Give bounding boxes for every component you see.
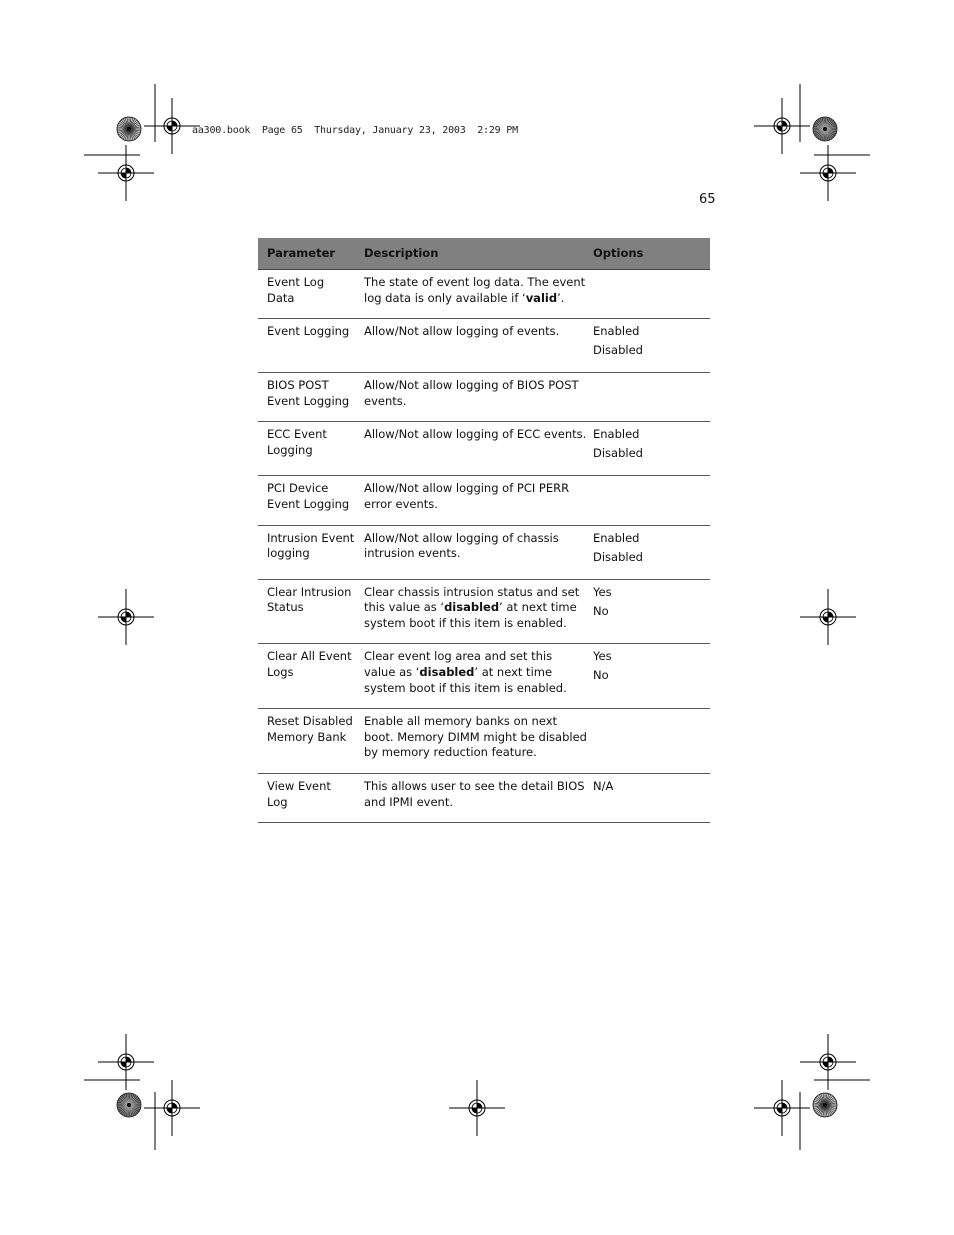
registration-crosshair-icon — [449, 1080, 505, 1136]
registration-crosshair-icon — [800, 1034, 856, 1090]
option-value: No — [593, 668, 609, 683]
parameter-cell: PCI Device Event Logging — [258, 476, 355, 525]
page-number: 65 — [699, 192, 716, 207]
table-row — [258, 709, 710, 774]
registration-crosshair-icon — [754, 1080, 810, 1136]
description-text: Allow/Not allow logging of BIOS POST events. — [364, 378, 579, 408]
description-text: Clear chassis intrusion status and set this value as ‘ — [364, 584, 580, 615]
description-emphasis: disabled — [419, 664, 475, 679]
registration-starburst-icon — [117, 117, 141, 141]
parameter-cell: Event Log Data — [258, 270, 355, 319]
option-value: Yes — [593, 584, 612, 599]
description-emphasis: valid — [525, 290, 558, 305]
table-row — [258, 422, 710, 476]
options-cell — [587, 773, 710, 822]
column-header-parameter: Parameter — [258, 238, 355, 270]
option-value: Disabled — [593, 549, 643, 564]
options-cell — [587, 709, 710, 774]
description-text: Allow/Not allow logging of ECC events. — [364, 427, 587, 442]
registration-crosshair-icon — [144, 1080, 200, 1136]
table-header-row — [258, 238, 710, 270]
option-value: Yes — [593, 649, 612, 664]
description-text: ’ at next time system boot if this item is enabled. — [364, 664, 567, 695]
options-cell — [587, 373, 710, 422]
parameter-table — [258, 238, 710, 823]
book-header-line: aa300.book Page 65 Thursday, January 23, 2003 2:29 PM — [192, 125, 518, 136]
table-row — [258, 476, 710, 525]
description-cell — [355, 579, 587, 644]
description-cell — [355, 476, 587, 525]
registration-crosshair-icon — [754, 98, 810, 154]
registration-starburst-icon — [813, 1093, 837, 1117]
registration-starburst-icon — [813, 117, 837, 141]
parameter-cell: View Event Log — [258, 773, 355, 822]
description-cell — [355, 319, 587, 373]
options-cell — [587, 270, 710, 319]
parameter-cell: Clear Intrusion Status — [258, 579, 355, 644]
description-text: ’ at next time system boot if this item is enabled. — [364, 600, 577, 630]
table-row — [258, 373, 710, 422]
registration-crosshair-icon — [98, 589, 154, 645]
options-cell — [587, 644, 710, 709]
description-text: Allow/Not allow logging of events. — [364, 324, 560, 339]
option-value: Enabled — [593, 530, 640, 545]
table-row — [258, 319, 710, 373]
description-cell — [355, 773, 587, 822]
options-cell — [587, 525, 710, 579]
parameter-cell: Clear All Event Logs — [258, 644, 355, 709]
description-cell — [355, 525, 587, 579]
options-cell — [587, 422, 710, 476]
table-row — [258, 579, 710, 644]
description-text: Allow/Not allow logging of chassis intrusion events. — [364, 530, 559, 561]
table-row — [258, 773, 710, 822]
table-row — [258, 270, 710, 319]
parameter-cell: Reset Disabled Memory Bank — [258, 709, 355, 774]
description-text: This allows user to see the detail BIOS and IPMI event. — [364, 778, 585, 809]
description-text: ’. — [557, 290, 565, 305]
table-body — [258, 270, 710, 823]
description-cell — [355, 644, 587, 709]
column-header-description: Description — [355, 238, 587, 270]
registration-starburst-icon — [117, 1093, 141, 1117]
description-cell — [355, 709, 587, 774]
description-emphasis: disabled — [444, 600, 500, 615]
registration-crosshair-icon — [98, 1034, 154, 1090]
description-text: Allow/Not allow logging of PCI PERR error events. — [364, 481, 570, 511]
option-value: Disabled — [593, 446, 643, 461]
description-text: Enable all memory banks on next boot. Memory DIMM might be disabled by memory reduction feature. — [364, 714, 587, 760]
parameter-cell: ECC Event Logging — [258, 422, 355, 476]
options-cell — [587, 319, 710, 373]
parameter-cell: BIOS POST Event Logging — [258, 373, 355, 422]
option-value: Enabled — [593, 427, 640, 442]
option-value: Enabled — [593, 324, 640, 339]
table-row — [258, 644, 710, 709]
description-cell — [355, 422, 587, 476]
description-cell — [355, 373, 587, 422]
table-row — [258, 525, 710, 579]
options-cell — [587, 476, 710, 525]
option-value: Disabled — [593, 343, 643, 358]
options-cell — [587, 579, 710, 644]
description-cell — [355, 270, 587, 319]
registration-crosshair-icon — [98, 145, 154, 201]
parameter-cell: Event Logging — [258, 319, 355, 373]
description-text: The state of event log data. The event log data is only available if ‘ — [364, 275, 586, 305]
column-header-options: Options — [587, 238, 710, 270]
registration-crosshair-icon — [800, 145, 856, 201]
description-text: Clear event log area and set this value as ‘ — [364, 649, 553, 679]
registration-crosshair-icon — [800, 589, 856, 645]
option-value: No — [593, 603, 609, 618]
parameter-cell: Intrusion Event logging — [258, 525, 355, 579]
option-value: N/A — [593, 778, 614, 793]
